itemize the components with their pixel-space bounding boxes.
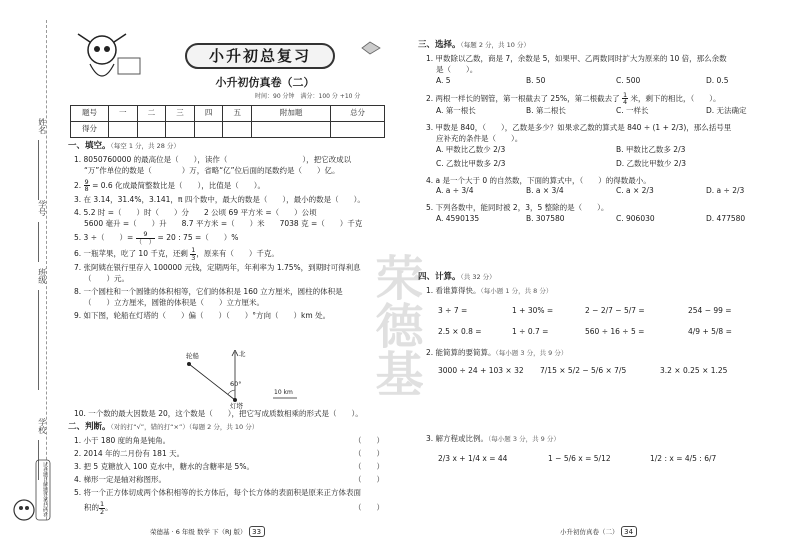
score-cell[interactable]	[331, 122, 385, 138]
option[interactable]: D. 乙数比甲数少 2/3	[616, 158, 686, 168]
fill-q3: 3. 在 3.14，31.4%，3.141，π 四个数中，最大的数是（ ），最小的数是（ ）。	[74, 194, 365, 204]
fill-q9: 9. 如下图，轮船在灯塔的（ ）偏（ ）（ ）°方向（ ）km 处。	[74, 310, 331, 320]
choice-q2-options	[426, 106, 781, 120]
footer-left: 荣德基 · 6 年级 数学 下（RJ 版） 33	[150, 526, 310, 538]
ship-point	[187, 362, 191, 366]
equation-item: 2/3 x + 1/4 x = 44	[438, 454, 508, 463]
header-cell: 三	[166, 106, 195, 122]
page-number: 34	[621, 526, 637, 537]
judge-questions	[74, 436, 394, 517]
section-judge-heading: 二、判断。（对的打“√”，错的打“×”）（每题 2 分，共 10 分）	[68, 422, 259, 432]
id-field[interactable]	[38, 222, 39, 262]
answer-paren[interactable]: （ ）	[354, 449, 384, 458]
score-row-label: 得分	[71, 122, 109, 138]
fill-q4-line2: 5600 毫升 =（ ）升 8.7 平方米 =（ ）米 7038 克 =（ ）千克	[84, 218, 363, 228]
quick-calc-item: 2.5 × 0.8 =	[438, 327, 482, 336]
fill-q8-line1: 8. 一个圆柱和一个圆锥的体积相等，它们的体积是 160 立方厘米，圆柱的体积是	[74, 287, 343, 297]
judge-item: 2. 2014 年的二月份有 181 天。 （ ）	[74, 449, 384, 458]
simplify-item: 7/15 × 5/2 − 5/6 × 7/5	[540, 366, 627, 375]
quick-calc-item: 254 − 99 =	[688, 306, 732, 315]
score-row	[71, 122, 385, 138]
diagram-north-label: 北	[239, 350, 246, 358]
choice-q4-options	[426, 186, 781, 200]
choice-q3-options-row2	[426, 159, 781, 173]
header-cell: 二	[137, 106, 166, 122]
page-number: 33	[249, 526, 265, 537]
simplify-item: 3000 ÷ 24 + 103 × 32	[438, 366, 524, 375]
name-label: 姓名	[37, 118, 47, 134]
calc-3-heading: 3. 解方程或比例。（每小题 3 分，共 9 分）	[426, 434, 560, 443]
judge-item: 3. 把 5 克糖放入 100 克水中，糖水的含糖率是 5%。 （ ）	[74, 462, 384, 471]
score-cell[interactable]	[137, 122, 166, 138]
name-field[interactable]	[38, 140, 39, 200]
option[interactable]: A. 第一根长	[436, 105, 476, 115]
judge-item-5-continued: 积的 $\frac{1}{2}$ 。 （ ）	[84, 500, 384, 516]
id-label: 学号	[37, 200, 47, 216]
choice-q5: 5. 下列各数中，能同时被 2，3，5 整除的是（ ）。	[426, 203, 609, 213]
score-cell[interactable]	[252, 122, 331, 138]
choice-questions	[426, 54, 781, 228]
quick-calc-item: 4/9 + 5/8 =	[688, 327, 732, 336]
school-label: 学校	[37, 418, 47, 434]
equation-item: 1/2 : x = 4/5 : 6/7	[650, 454, 717, 463]
quick-calc-item: 2 − 2/7 − 5/7 =	[585, 306, 645, 315]
bearing-line	[189, 364, 235, 400]
equation-item: 1 − 5/6 x = 5/12	[548, 454, 611, 463]
option[interactable]: C. 一样长	[616, 105, 649, 115]
header-cell: 四	[194, 106, 223, 122]
answer-paren[interactable]: （ ）	[354, 475, 384, 484]
header-cell: 附加题	[252, 106, 331, 122]
quick-calc-item: 3 ÷ 7 =	[438, 306, 468, 315]
section-choice-heading: 三、选择。（每题 2 分，共 10 分）	[418, 40, 530, 50]
option[interactable]: C. 500	[616, 75, 641, 85]
mascot-qr-badge	[8, 452, 52, 532]
choice-q1-line2: 是（ ）。	[436, 64, 478, 74]
judge-item: 4. 梯形一定是轴对称图形。 （ ）	[74, 475, 384, 484]
quick-calc-item: 1 + 30% =	[512, 306, 554, 315]
option[interactable]: B. 甲数比乙数多 2/3	[616, 144, 686, 154]
choice-q3-options-row1	[426, 145, 781, 159]
fill-questions	[74, 155, 394, 322]
option[interactable]: B. 50	[526, 75, 546, 85]
score-cell[interactable]	[109, 122, 138, 138]
diagram-scale-label: 10 km	[274, 389, 293, 396]
qr-note: 试卷题目解题答案扫码看	[42, 462, 48, 517]
choice-q2: 2. 两根一样长的钢管，第一根截去了 25%，第二根截去了 $\frac{1}{4}$ 米，剩下的相比，（ ）。	[426, 90, 721, 107]
section-fill-heading: 一、填空。（每空 1 分，共 28 分）	[68, 141, 180, 151]
option[interactable]: A. 4590135	[436, 214, 480, 224]
option[interactable]: A. 5	[436, 75, 451, 85]
fill-q2: 2. $\frac{9}{8}$ = 0.6 化成最简整数比是（ ），比值是（ ）。	[74, 177, 266, 194]
fill-q4-line1: 4. 5.2 时 =（ ）时（ ）分 2 公顷 69 平方米 =（ ）公顷	[74, 207, 317, 217]
section-calc-heading: 四、计算。（共 32 分）	[418, 272, 496, 282]
clip-decoration-icon	[360, 40, 382, 56]
time-score-info: 时间：90 分钟 满分：100 分 +10 分	[255, 93, 361, 100]
cartoon-mascot-icon	[70, 28, 170, 98]
option[interactable]: D. 无法确定	[706, 105, 747, 115]
header-cell: 总分	[331, 106, 385, 122]
choice-q4: 4. a 是一个大于 0 的自然数，下面的算式中，（ ）的得数最小。	[426, 175, 651, 185]
option[interactable]: A. 甲数比乙数少 2/3	[436, 144, 506, 154]
choice-q1-options	[426, 76, 781, 90]
class-label: 班级	[37, 268, 47, 284]
quick-calc-item: 560 ÷ 16 ÷ 5 =	[585, 327, 645, 336]
fill-q5: 5. 3 ÷（ ）= $\frac{9}{( )}$ = 20 : 75 =（ ）%	[74, 230, 239, 246]
header-cell: 一	[109, 106, 138, 122]
diagram-angle-label: 60°	[230, 380, 242, 388]
fill-q7-line2: （ ）元。	[84, 274, 129, 284]
fill-q1-line2: “万”作单位的数是（ ）万，省略“亿”位后面的尾数约是（ ）亿。	[84, 165, 340, 175]
option[interactable]: D. 0.5	[706, 75, 729, 85]
choice-q3-line2: 应补充的条件是（ ）。	[436, 133, 523, 143]
score-cell[interactable]	[166, 122, 195, 138]
fill-q1-line1: 1. 8050760000 的最高位是（ ），读作（ ），把它改成以	[74, 155, 352, 164]
quick-calc-item: 1 ÷ 0.7 =	[512, 327, 549, 336]
option[interactable]: B. 第二根长	[526, 105, 566, 115]
answer-paren[interactable]: （ ）	[354, 436, 384, 445]
score-cell[interactable]	[223, 122, 252, 138]
score-cell[interactable]	[194, 122, 223, 138]
header-cell: 题号	[71, 106, 109, 122]
option[interactable]: D. 477580	[706, 214, 746, 224]
score-header-row	[71, 106, 385, 122]
fill-q10: 10. 一个数的最大因数是 20，这个数是（ ），把它写成质数相乘的形式是（ ）。	[74, 409, 363, 418]
option[interactable]: D. a ÷ 2/3	[706, 186, 745, 196]
judge-item: 5. 将一个正方体切成两个体积相等的长方体后，每个长方体的表面积是原来正方体表面	[74, 488, 362, 497]
fill-q8-line2: （ ）立方厘米，圆锥的体积是（ ）立方厘米。	[84, 298, 264, 307]
score-table	[70, 105, 385, 138]
calc-1-heading: 1. 看谁算得快。（每小题 1 分，共 8 分）	[426, 286, 553, 295]
option[interactable]: C. 乙数比甲数多 2/3	[436, 158, 506, 168]
header-cell: 五	[223, 106, 252, 122]
simplify-item: 3.2 × 0.25 × 1.25	[660, 366, 728, 375]
banner-title: 小升初总复习	[185, 43, 335, 69]
diagram-lighthouse-label: 灯塔	[230, 402, 243, 410]
option[interactable]: B. a × 3/4	[526, 186, 564, 196]
answer-paren[interactable]: （ ）	[354, 462, 384, 471]
option[interactable]: B. 307580	[526, 214, 565, 224]
watermark: 荣德基	[367, 253, 423, 397]
choice-q1-line1: 1. 甲数除以乙数，商是 7，余数是 5，如果甲、乙两数同时扩大为原来的 10 倍，那么余数	[426, 54, 727, 63]
option[interactable]: A. a ÷ 3/4	[436, 186, 474, 196]
diagram-ship-label: 轮船	[186, 352, 199, 360]
calc-2-heading: 2. 能简算的要简算。（每小题 3 分，共 9 分）	[426, 348, 568, 357]
option[interactable]: C. 906030	[616, 214, 655, 224]
fill-q7-line1: 7. 张阿姨在银行里存入 100000 元钱，定期两年，年利率为 1.75%，到期时可得利息	[74, 263, 361, 273]
page-title: 小升初仿真卷（二）	[215, 76, 315, 89]
angle-arc	[228, 390, 235, 394]
judge-item: 1. 小于 180 度的角是钝角。 （ ）	[74, 436, 384, 445]
class-field[interactable]	[38, 290, 39, 390]
choice-q3-line1: 3. 甲数是 840，（ ），乙数是多少？如果求乙数的算式是 840 ÷ (1 + 2/3)，那么括号里	[426, 122, 732, 132]
option[interactable]: C. a × 2/3	[616, 186, 654, 196]
fill-q6: 6. 一瓶苹果，吃了 10 千克，还剩 $\frac{1}{3}$ ，原来有（ ）千克。	[74, 246, 279, 262]
footer-right: 小升初仿真卷（二） 34	[560, 526, 650, 538]
choice-q5-options	[426, 214, 781, 228]
answer-paren[interactable]: （ ）	[354, 503, 384, 512]
